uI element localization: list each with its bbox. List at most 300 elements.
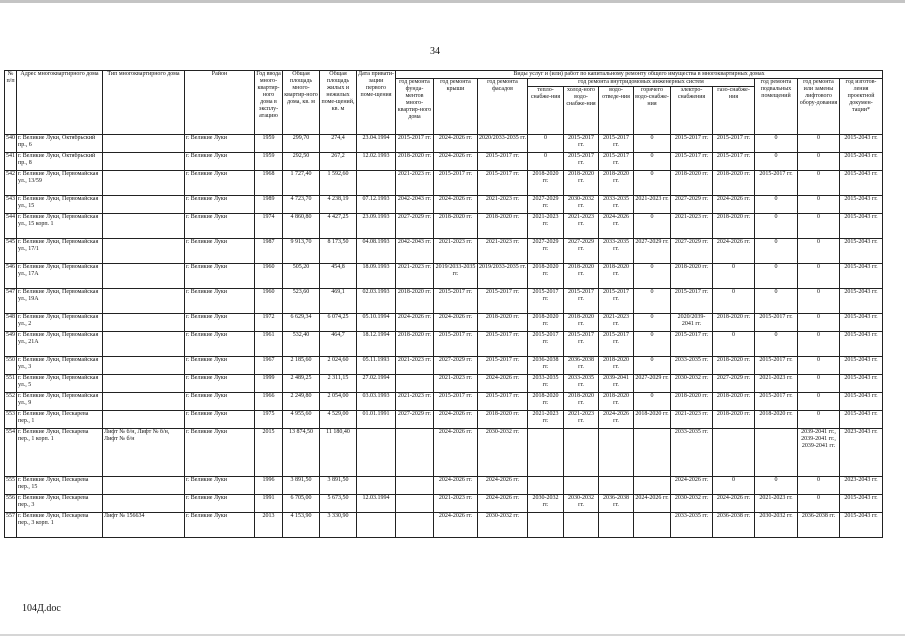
cell-year: 1960 [255, 264, 283, 289]
cell-num: 547 [5, 289, 17, 314]
cell-living: 2 054,00 [320, 393, 357, 411]
cell-type [103, 411, 185, 429]
cell-num: 549 [5, 332, 17, 357]
cell-facade: 2015-2017 гг. [478, 393, 528, 411]
cell-total: 292,50 [283, 153, 320, 171]
cell-elec: 2033-2035 гг. [671, 429, 713, 477]
header-design: год изготов-ления проектной докумен-тации* [840, 79, 883, 135]
header-services: Виды услуг и (или) работ по капитальному ремонту общего имущества в многоквартирных домах [396, 71, 883, 79]
cell-living: 2 024,60 [320, 357, 357, 375]
cell-hot: 0 [634, 264, 671, 289]
cell-sewer: 2015-2017 гг. [599, 332, 634, 357]
cell-address: г. Великие Луки, Пескарева пер., 15 [17, 477, 103, 495]
header-basement: год ремонта подвальных помещений [755, 79, 798, 135]
cell-year: 2013 [255, 513, 283, 538]
cell-gas: 0 [713, 289, 755, 314]
cell-elec: 2020/2039-2041 гг. [671, 314, 713, 332]
cell-heat [528, 513, 564, 538]
cell-living: 454,8 [320, 264, 357, 289]
cell-gas: 2015-2017 гг. [713, 153, 755, 171]
cell-cold: 2015-2017 гг. [564, 332, 599, 357]
cell-type [103, 153, 185, 171]
cell-type [103, 171, 185, 196]
cell-elec: 2030-2032 гг. [671, 375, 713, 393]
cell-cold: 2018-2020 гг. [564, 314, 599, 332]
cell-sewer: 2036-2038 гг. [599, 495, 634, 513]
cell-base: 2018-2020 гг. [755, 411, 798, 429]
cell-type [103, 239, 185, 264]
cell-base: 0 [755, 239, 798, 264]
cell-type [103, 375, 185, 393]
cell-sewer: 2018-2020 гг. [599, 264, 634, 289]
cell-facade: 2020/2033-2035 гг. [478, 135, 528, 153]
cell-roof: 2021-2023 гг. [434, 495, 478, 513]
cell-base: 2015-2017 гг. [755, 357, 798, 375]
cell-heat: 2036-2038 гг. [528, 357, 564, 375]
cell-base: 2015-2017 гг. [755, 393, 798, 411]
cell-found: 2021-2023 гг. [396, 171, 434, 196]
cell-priv: 02.03.1993 [357, 289, 396, 314]
cell-living: 3 330,90 [320, 513, 357, 538]
cell-num: 551 [5, 375, 17, 393]
cell-found [396, 429, 434, 477]
cell-address: г. Великие Луки, Первомайская ул., 2 [17, 314, 103, 332]
cell-facade: 2015-2017 гг. [478, 289, 528, 314]
cell-priv: 07.12.1993 [357, 196, 396, 214]
header-roof: год ремонта крыши [434, 79, 478, 135]
cell-cold [564, 477, 599, 495]
header-elevator: год ремонта или замены лифтового обору-дования [798, 79, 840, 135]
header-year-built: Год ввода много-квартир-ного дома в эксплу-атацию [255, 71, 283, 135]
cell-total: 4 860,80 [283, 214, 320, 239]
cell-gas: 2018-2020 гг. [713, 314, 755, 332]
cell-priv: 01.01.1991 [357, 411, 396, 429]
cell-found: 2042-2043 гг. [396, 239, 434, 264]
cell-facade: 2018-2020 гг. [478, 411, 528, 429]
cell-elec: 2027-2029 гг. [671, 196, 713, 214]
cell-heat: 2018-2020 гг. [528, 393, 564, 411]
cell-district: г. Великие Луки [185, 289, 255, 314]
cell-address: г. Великие Луки, Первомайская ул., 17А [17, 264, 103, 289]
cell-elec: 2018-2020 гг. [671, 264, 713, 289]
header-total-area: Общая площадь много-квартир-ного дома, кв. м [283, 71, 320, 135]
cell-elec: 2033-2035 гг. [671, 357, 713, 375]
cell-facade: 2021-2023 гг. [478, 239, 528, 264]
cell-hot: 0 [634, 289, 671, 314]
cell-num: 544 [5, 214, 17, 239]
cell-base: 0 [755, 289, 798, 314]
cell-priv: 27.02.1994 [357, 375, 396, 393]
cell-address: г. Великие Луки, Первомайская ул., 17/1 [17, 239, 103, 264]
cell-type [103, 214, 185, 239]
cell-design: 2015-2043 гг. [840, 214, 883, 239]
cell-facade: 2018-2020 гг. [478, 314, 528, 332]
table-row [5, 393, 883, 411]
cell-sewer: 2018-2020 гг. [599, 171, 634, 196]
cell-roof: 2024-2026 гг. [434, 429, 478, 477]
cell-hot: 2027-2029 гг. [634, 239, 671, 264]
cell-num: 548 [5, 314, 17, 332]
cell-hot [634, 477, 671, 495]
cell-heat: 2033-2035 гг. [528, 375, 564, 393]
cell-elec: 2018-2020 гг. [671, 393, 713, 411]
table-row [5, 214, 883, 239]
cell-heat: 2027-2029 гг. [528, 239, 564, 264]
table-row [5, 357, 883, 375]
table-row [5, 495, 883, 513]
cell-cold: 2018-2020 гг. [564, 393, 599, 411]
table-body [5, 135, 883, 538]
cell-roof: 2015-2017 гг. [434, 393, 478, 411]
header-type: Тип многоквартирного дома [103, 71, 185, 135]
cell-found: 2027-2029 гг. [396, 411, 434, 429]
cell-elev: 2039-2041 гг., 2039-2041 гг., 2039-2041 гг. [798, 429, 840, 477]
cell-living: 11 180,40 [320, 429, 357, 477]
cell-hot: 0 [634, 214, 671, 239]
cell-base: 0 [755, 196, 798, 214]
cell-cold: 2015-2017 гг. [564, 135, 599, 153]
cell-hot: 0 [634, 135, 671, 153]
cell-base: 0 [755, 135, 798, 153]
cell-total: 2 489,25 [283, 375, 320, 393]
cell-sewer [599, 477, 634, 495]
cell-num: 555 [5, 477, 17, 495]
cell-living: 6 074,25 [320, 314, 357, 332]
cell-year: 1968 [255, 171, 283, 196]
cell-year: 1967 [255, 357, 283, 375]
cell-living: 464,7 [320, 332, 357, 357]
cell-found: 2021-2023 гг. [396, 393, 434, 411]
cell-roof: 2024-2026 гг. [434, 411, 478, 429]
cell-address: г. Великие Луки, Пескарева пер., 1 [17, 411, 103, 429]
cell-living: 4 238,19 [320, 196, 357, 214]
cell-elec: 2018-2020 гг. [671, 171, 713, 196]
cell-year: 1966 [255, 393, 283, 411]
cell-district: г. Великие Луки [185, 153, 255, 171]
cell-address: г. Великие Луки, Первомайская ул., 5 [17, 375, 103, 393]
cell-hot: 2024-2026 гг. [634, 495, 671, 513]
cell-base: 2021-2023 гг. [755, 495, 798, 513]
header-gas: газо-снабже-ния [713, 87, 755, 135]
cell-type [103, 357, 185, 375]
cell-elec: 2015-2017 гг. [671, 153, 713, 171]
table-row [5, 153, 883, 171]
cell-total: 13 874,50 [283, 429, 320, 477]
cell-heat [528, 477, 564, 495]
cell-sewer [599, 513, 634, 538]
cell-year: 1960 [255, 289, 283, 314]
cell-facade: 2024-2026 гг. [478, 495, 528, 513]
cell-hot: 0 [634, 393, 671, 411]
cell-base: 0 [755, 214, 798, 239]
cell-elec: 2021-2023 гг. [671, 411, 713, 429]
cell-cold: 2015-2017 гг. [564, 153, 599, 171]
cell-elev: 0 [798, 314, 840, 332]
cell-district: г. Великие Луки [185, 495, 255, 513]
header-foundation: год ремонта фунда-ментов много-квартир-ного дома [396, 79, 434, 135]
cell-heat: 2027-2029 гг. [528, 196, 564, 214]
cell-priv: 23.04.1994 [357, 135, 396, 153]
cell-gas: 2018-2020 гг. [713, 393, 755, 411]
cell-total: 4 955,60 [283, 411, 320, 429]
cell-address: г. Великие Луки, Первомайская ул., 19А [17, 289, 103, 314]
cell-living: 469,1 [320, 289, 357, 314]
header-electric: электро-снабжения [671, 87, 713, 135]
cell-year: 1974 [255, 214, 283, 239]
cell-base [755, 429, 798, 477]
header-living-area: Общая площадь жилых и нежилых поме-щений, кв. м [320, 71, 357, 135]
header-district: Район [185, 71, 255, 135]
cell-gas: 2018-2020 гг. [713, 411, 755, 429]
cell-hot: 0 [634, 357, 671, 375]
cell-roof: 2024-2026 гг. [434, 314, 478, 332]
cell-elec: 2021-2023 гг. [671, 214, 713, 239]
cell-design: 2023-2043 гг. [840, 429, 883, 477]
cell-hot [634, 429, 671, 477]
cell-found [396, 375, 434, 393]
cell-elev: 0 [798, 495, 840, 513]
cell-design: 2015-2043 гг. [840, 513, 883, 538]
cell-district: г. Великие Луки [185, 332, 255, 357]
cell-cold: 2036-2038 гг. [564, 357, 599, 375]
cell-num: 550 [5, 357, 17, 375]
cell-roof: 2024-2026 гг. [434, 135, 478, 153]
cell-roof: 2024-2026 гг. [434, 477, 478, 495]
cell-address: г. Великие Луки, Октябрьский пр., 6 [17, 135, 103, 153]
cell-roof: 2019/2033-2035 гг. [434, 264, 478, 289]
cell-found: 2042-2043 гг. [396, 196, 434, 214]
cell-facade: 2030-2032 гг. [478, 429, 528, 477]
cell-year: 1975 [255, 411, 283, 429]
scan-edge-bottom [0, 634, 905, 636]
cell-found: 2015-2017 гг. [396, 135, 434, 153]
cell-elev: 0 [798, 289, 840, 314]
cell-priv [357, 477, 396, 495]
cell-year: 1987 [255, 239, 283, 264]
cell-living: 4 529,00 [320, 411, 357, 429]
cell-priv: 05.11.1993 [357, 357, 396, 375]
cell-num: 541 [5, 153, 17, 171]
cell-heat: 2018-2020 гг. [528, 314, 564, 332]
header-num: № п/п [5, 71, 17, 135]
cell-elec: 2030-2032 гг. [671, 495, 713, 513]
cell-num: 552 [5, 393, 17, 411]
cell-total: 4 153,90 [283, 513, 320, 538]
cell-total: 2 185,60 [283, 357, 320, 375]
header-heat: тепло-снабже-ния [528, 87, 564, 135]
cell-type: Лифт № б/н, Лифт № б/н, Лифт № б/н [103, 429, 185, 477]
cell-roof: 2015-2017 гг. [434, 332, 478, 357]
header-facade: год ремонта фасадов [478, 79, 528, 135]
cell-address: г. Великие Луки, Октябрьский пр., 8 [17, 153, 103, 171]
cell-num: 556 [5, 495, 17, 513]
cell-elev: 0 [798, 477, 840, 495]
cell-address: г. Великие Луки, Первомайская ул., 15 корп. 1 [17, 214, 103, 239]
cell-living: 267,2 [320, 153, 357, 171]
cell-type [103, 495, 185, 513]
cell-found: 2021-2023 гг. [396, 357, 434, 375]
cell-year: 1961 [255, 332, 283, 357]
cell-found [396, 477, 434, 495]
cell-district: г. Великие Луки [185, 314, 255, 332]
cell-found [396, 513, 434, 538]
cell-district: г. Великие Луки [185, 375, 255, 393]
cell-found: 2021-2023 гг. [396, 264, 434, 289]
cell-roof: 2024-2026 гг. [434, 513, 478, 538]
cell-elev: 0 [798, 135, 840, 153]
cell-sewer: 2033-2035 гг. [599, 196, 634, 214]
cell-type [103, 314, 185, 332]
cell-district: г. Великие Луки [185, 264, 255, 289]
cell-design: 2015-2043 гг. [840, 393, 883, 411]
header-address: Адрес многоквартирного дома [17, 71, 103, 135]
cell-priv: 12.03.1994 [357, 495, 396, 513]
cell-priv [357, 429, 396, 477]
cell-priv: 18.12.1994 [357, 332, 396, 357]
cell-heat: 2018-2020 гг. [528, 171, 564, 196]
cell-sewer: 2024-2026 гг. [599, 411, 634, 429]
cell-type [103, 264, 185, 289]
table-row [5, 239, 883, 264]
cell-type [103, 135, 185, 153]
cell-sewer: 2039-2041 гг. [599, 375, 634, 393]
cell-total: 9 913,70 [283, 239, 320, 264]
cell-hot: 0 [634, 314, 671, 332]
cell-total: 3 891,50 [283, 477, 320, 495]
cell-total: 532,40 [283, 332, 320, 357]
cell-facade: 2019/2033-2035 гг. [478, 264, 528, 289]
header-sewer: водо-отведе-ния [599, 87, 634, 135]
cell-cold [564, 513, 599, 538]
cell-design: 2015-2043 гг. [840, 357, 883, 375]
cell-district: г. Великие Луки [185, 477, 255, 495]
table-row [5, 135, 883, 153]
cell-design: 2015-2043 гг. [840, 171, 883, 196]
cell-address: г. Великие Луки, Пескарева пер., 1 корп. 1 [17, 429, 103, 477]
cell-roof: 2024-2026 гг. [434, 153, 478, 171]
cell-heat: 2018-2020 гг. [528, 264, 564, 289]
table-row [5, 332, 883, 357]
cell-cold: 2021-2023 гг. [564, 411, 599, 429]
cell-found: 2024-2026 гг. [396, 314, 434, 332]
cell-year: 2015 [255, 429, 283, 477]
document-filename: 104Д.doc [22, 603, 61, 614]
cell-gas: 2027-2029 гг. [713, 375, 755, 393]
cell-num: 545 [5, 239, 17, 264]
table-row [5, 375, 883, 393]
cell-heat: 0 [528, 153, 564, 171]
cell-hot: 2027-2029 гг. [634, 375, 671, 393]
cell-design: 2015-2043 гг. [840, 289, 883, 314]
cell-facade: 2015-2017 гг. [478, 171, 528, 196]
scan-edge-top [0, 0, 905, 3]
cell-elec: 2015-2017 гг. [671, 135, 713, 153]
cell-address: г. Великие Луки, Первомайская ул., 9 [17, 393, 103, 411]
cell-priv: 03.03.1993 [357, 393, 396, 411]
cell-hot: 0 [634, 153, 671, 171]
header-cold-water: холод-ного водо-снабже-ния [564, 87, 599, 135]
cell-district: г. Великие Луки [185, 214, 255, 239]
cell-elev: 0 [798, 357, 840, 375]
cell-heat: 0 [528, 135, 564, 153]
cell-total: 2 249,80 [283, 393, 320, 411]
cell-design: 2015-2043 гг. [840, 375, 883, 393]
cell-facade: 2015-2017 гг. [478, 332, 528, 357]
header-hot-water: горячего водо-снабже-ния [634, 87, 671, 135]
cell-facade: 2024-2026 гг. [478, 477, 528, 495]
cell-heat: 2021-2023 гг. [528, 411, 564, 429]
cell-address: г. Великие Луки, Пескарева пер., 3 [17, 495, 103, 513]
cell-sewer: 2033-2035 гг. [599, 239, 634, 264]
cell-found: 2018-2020 гг. [396, 332, 434, 357]
cell-heat [528, 429, 564, 477]
cell-cold: 2021-2023 гг. [564, 214, 599, 239]
cell-total: 6 705,00 [283, 495, 320, 513]
cell-gas: 2015-2017 гг. [713, 135, 755, 153]
cell-sewer: 2015-2017 гг. [599, 135, 634, 153]
cell-design: 2015-2043 гг. [840, 196, 883, 214]
cell-living: 5 673,50 [320, 495, 357, 513]
cell-cold: 2018-2020 гг. [564, 264, 599, 289]
cell-year: 1959 [255, 153, 283, 171]
cell-type: Лифт № 156634 [103, 513, 185, 538]
table-row [5, 196, 883, 214]
cell-facade: 2018-2020 гг. [478, 214, 528, 239]
cell-total: 299,70 [283, 135, 320, 153]
cell-district: г. Великие Луки [185, 239, 255, 264]
cell-total: 523,60 [283, 289, 320, 314]
cell-heat: 2030-2032 гг. [528, 495, 564, 513]
cell-facade: 2030-2032 гг. [478, 513, 528, 538]
cell-num: 543 [5, 196, 17, 214]
cell-elev: 0 [798, 196, 840, 214]
cell-facade: 2021-2023 гг. [478, 196, 528, 214]
cell-roof: 2021-2023 гг. [434, 375, 478, 393]
table-row [5, 513, 883, 538]
cell-priv: 23.09.1993 [357, 214, 396, 239]
cell-hot: 2021-2023 гг. [634, 196, 671, 214]
cell-gas: 2024-2026 гг. [713, 239, 755, 264]
cell-num: 546 [5, 264, 17, 289]
cell-hot [634, 513, 671, 538]
cell-elev: 0 [798, 214, 840, 239]
cell-living: 1 592,60 [320, 171, 357, 196]
cell-elec: 2027-2029 гг. [671, 239, 713, 264]
cell-base: 0 [755, 332, 798, 357]
cell-found: 2027-2029 гг. [396, 214, 434, 239]
table-row [5, 411, 883, 429]
table-row [5, 289, 883, 314]
cell-elec: 2024-2026 гг. [671, 477, 713, 495]
header-engineering: год ремонта внутридомовых инженерных систем [528, 79, 755, 87]
cell-design: 2015-2043 гг. [840, 135, 883, 153]
cell-design: 2015-2043 гг. [840, 332, 883, 357]
cell-gas: 2036-2038 гг. [713, 513, 755, 538]
cell-living: 274,4 [320, 135, 357, 153]
cell-elev: 0 [798, 375, 840, 393]
cell-gas: 2018-2020 гг. [713, 171, 755, 196]
cell-year: 1991 [255, 495, 283, 513]
cell-sewer: 2015-2017 гг. [599, 153, 634, 171]
cell-elec: 2015-2017 гг. [671, 289, 713, 314]
cell-cold: 2030-2032 гг. [564, 196, 599, 214]
cell-priv: 12.02.1993 [357, 153, 396, 171]
cell-found: 2018-2020 гг. [396, 153, 434, 171]
header-priv-date: Дата привати-зации первого поме-щения [357, 71, 396, 135]
cell-hot: 0 [634, 332, 671, 357]
cell-design: 2023-2043 гг. [840, 477, 883, 495]
cell-design: 2015-2043 гг. [840, 495, 883, 513]
